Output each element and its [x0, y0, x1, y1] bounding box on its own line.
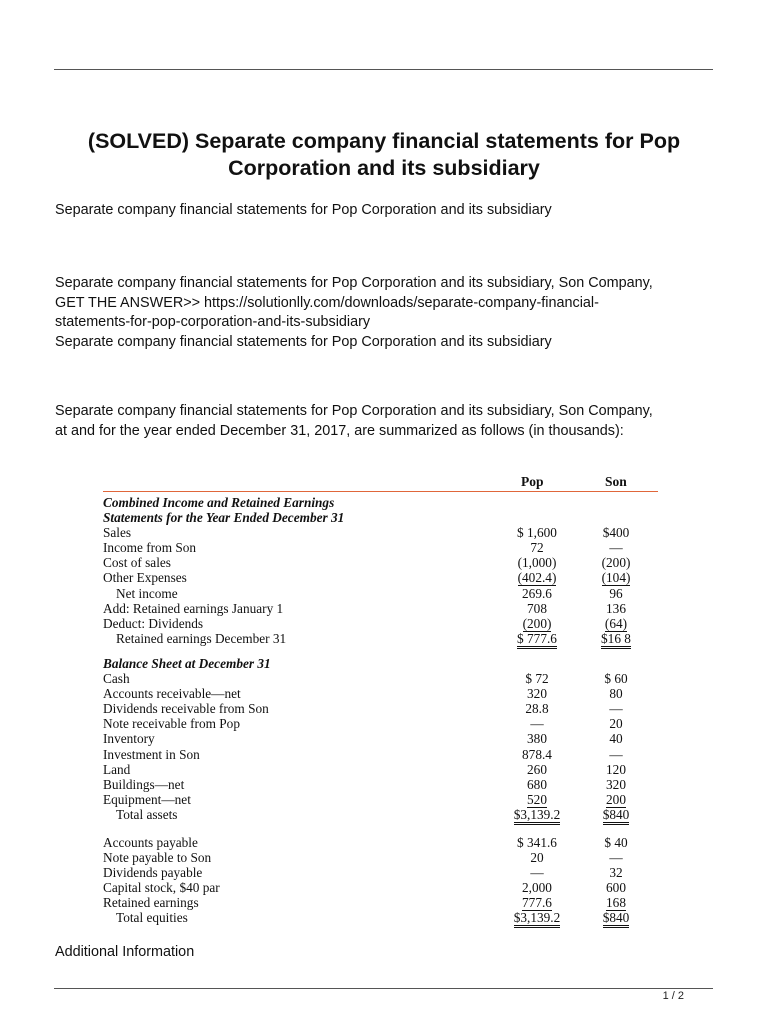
- asset-son-value: —: [609, 746, 623, 762]
- equity-rows: [103, 835, 663, 926]
- asset-label: Dividends receivable from Son: [103, 701, 269, 717]
- equity-label: Retained earnings: [103, 895, 199, 911]
- income-row: [103, 540, 663, 555]
- summary-paragraph: [55, 402, 715, 441]
- income-row: [103, 555, 663, 570]
- asset-pop-value: 878.4: [522, 746, 552, 762]
- income-son-value: 96: [609, 585, 623, 601]
- equity-row: [103, 865, 663, 880]
- income-son-value: $16 8: [601, 631, 631, 649]
- asset-son-value: 40: [609, 731, 623, 747]
- column-header-son: Son: [605, 474, 627, 489]
- asset-label: Equipment—net: [103, 791, 191, 807]
- income-son-value: $400: [602, 525, 630, 541]
- asset-pop-value: —: [530, 716, 544, 732]
- answer-paragraph: [55, 274, 715, 352]
- income-row: [103, 525, 663, 540]
- income-row: [103, 631, 663, 646]
- income-label: Sales: [103, 525, 132, 541]
- income-label: Deduct: Dividends: [103, 615, 204, 631]
- asset-label: Cash: [103, 671, 130, 687]
- income-row: [103, 586, 663, 601]
- asset-row: [103, 671, 663, 686]
- asset-son-value: —: [609, 701, 623, 717]
- asset-row: [103, 701, 663, 716]
- equity-label: Accounts payable: [103, 834, 198, 850]
- column-header-pop: Pop: [521, 474, 544, 489]
- income-son-value: (104): [601, 570, 631, 586]
- asset-row: [103, 792, 663, 807]
- income-pop-value: 269.6: [522, 585, 552, 601]
- page-title: (SOLVED) Separate company financial statements for Pop Corporation and its subsidiary: [87, 129, 681, 180]
- asset-pop-value: 320: [527, 686, 547, 702]
- equity-son-value: 32: [609, 865, 623, 881]
- header-divider: [103, 491, 658, 492]
- asset-row: [103, 686, 663, 701]
- income-son-value: (200): [601, 555, 631, 571]
- answer-link-line-2[interactable]: statements-for-pop-corporation-and-its-subsidiary: [55, 314, 371, 330]
- additional-information-heading: Additional Information: [55, 944, 195, 960]
- equity-son-value: $840: [603, 910, 630, 928]
- equity-son-value: —: [609, 850, 623, 866]
- income-label: Add: Retained earnings January 1: [103, 600, 284, 616]
- asset-rows: [103, 671, 663, 822]
- equity-pop-value: 2,000: [522, 880, 552, 896]
- income-pop-value: (402.4): [517, 570, 557, 586]
- asset-pop-value: 28.8: [525, 701, 549, 717]
- asset-row: [103, 716, 663, 731]
- income-pop-value: (200): [522, 615, 552, 631]
- income-pop-value: 708: [527, 600, 547, 616]
- summary-line-1: Separate company financial statements for Pop Corporation and its subsidiary, Son Company,: [55, 403, 653, 419]
- asset-son-value: $ 60: [604, 671, 628, 687]
- income-son-value: —: [609, 540, 623, 556]
- asset-label: Accounts receivable—net: [103, 686, 241, 702]
- equity-label: Capital stock, $40 par: [103, 880, 220, 896]
- equity-row: [103, 835, 663, 850]
- income-pop-value: $ 777.6: [517, 631, 557, 649]
- financial-statement-table: [103, 474, 663, 926]
- equity-pop-value: 777.6: [522, 895, 552, 911]
- equity-son-value: $ 40: [604, 834, 628, 850]
- income-son-value: (64): [604, 615, 628, 631]
- answer-link-line-1[interactable]: GET THE ANSWER>> https://solutionlly.com/downloads/separate-company-financial-: [55, 294, 599, 311]
- equity-label: Total equities: [116, 910, 188, 926]
- equity-label: Note payable to Son: [103, 850, 212, 866]
- equity-son-value: 168: [606, 895, 626, 911]
- asset-label: Total assets: [116, 806, 178, 822]
- income-label: Cost of sales: [103, 555, 171, 571]
- asset-pop-value: $3,139.2: [514, 807, 561, 825]
- balance-section-header: Balance Sheet at December 31: [103, 655, 271, 671]
- equity-pop-value: $ 341.6: [517, 834, 557, 850]
- equity-row: [103, 850, 663, 865]
- equity-row: [103, 910, 663, 925]
- income-pop-value: $ 1,600: [517, 525, 557, 541]
- equity-row: [103, 880, 663, 895]
- income-section-header-line-1: Combined Income and Retained Earnings: [103, 495, 335, 510]
- asset-son-value: 320: [606, 776, 626, 792]
- equity-label: Dividends payable: [103, 865, 203, 881]
- asset-son-value: 80: [609, 686, 623, 702]
- equity-pop-value: 20: [530, 850, 544, 866]
- asset-label: Land: [103, 761, 131, 777]
- income-pop-value: 72: [530, 540, 544, 556]
- asset-label: Buildings—net: [103, 776, 185, 792]
- top-rule: [54, 69, 713, 70]
- equity-row: [103, 895, 663, 910]
- income-label: Retained earnings December 31: [116, 630, 287, 646]
- income-row: [103, 616, 663, 631]
- asset-row: [103, 777, 663, 792]
- asset-son-value: 20: [609, 716, 623, 732]
- asset-son-value: $840: [603, 807, 630, 825]
- income-son-value: 136: [606, 600, 626, 616]
- asset-label: Note receivable from Pop: [103, 716, 240, 732]
- asset-label: Inventory: [103, 731, 155, 747]
- asset-row: [103, 731, 663, 746]
- income-pop-value: (1,000): [517, 555, 557, 571]
- asset-pop-value: 260: [527, 761, 547, 777]
- income-label: Net income: [116, 585, 178, 601]
- asset-pop-value: 520: [527, 791, 547, 807]
- income-label: Income from Son: [103, 540, 197, 556]
- income-section-header-line-2: Statements for the Year Ended December 31: [103, 510, 345, 526]
- asset-son-value: 120: [606, 761, 626, 777]
- income-rows: [103, 525, 663, 646]
- asset-pop-value: $ 72: [525, 671, 549, 687]
- intro-paragraph: Separate company financial statements for Pop Corporation and its subsidiary: [55, 202, 552, 218]
- equity-pop-value: $3,139.2: [514, 910, 561, 928]
- income-label: Other Expenses: [103, 570, 187, 586]
- summary-line-2: at and for the year ended December 31, 2017, are summarized as follows (in thousands):: [55, 422, 624, 439]
- equity-son-value: 600: [606, 880, 626, 896]
- asset-pop-value: 380: [527, 731, 547, 747]
- bottom-rule: [54, 988, 713, 989]
- page-number: 1 / 2: [662, 990, 684, 1002]
- income-row: [103, 601, 663, 616]
- asset-row: [103, 762, 663, 777]
- asset-son-value: 200: [606, 791, 626, 807]
- income-row: [103, 570, 663, 585]
- asset-pop-value: 680: [527, 776, 547, 792]
- asset-row: [103, 807, 663, 822]
- equity-pop-value: —: [530, 865, 544, 881]
- answer-line-1: Separate company financial statements for Pop Corporation and its subsidiary, Son Company,: [55, 275, 653, 291]
- answer-line-4: Separate company financial statements for Pop Corporation and its subsidiary: [55, 333, 552, 350]
- asset-row: [103, 747, 663, 762]
- asset-label: Investment in Son: [103, 746, 200, 762]
